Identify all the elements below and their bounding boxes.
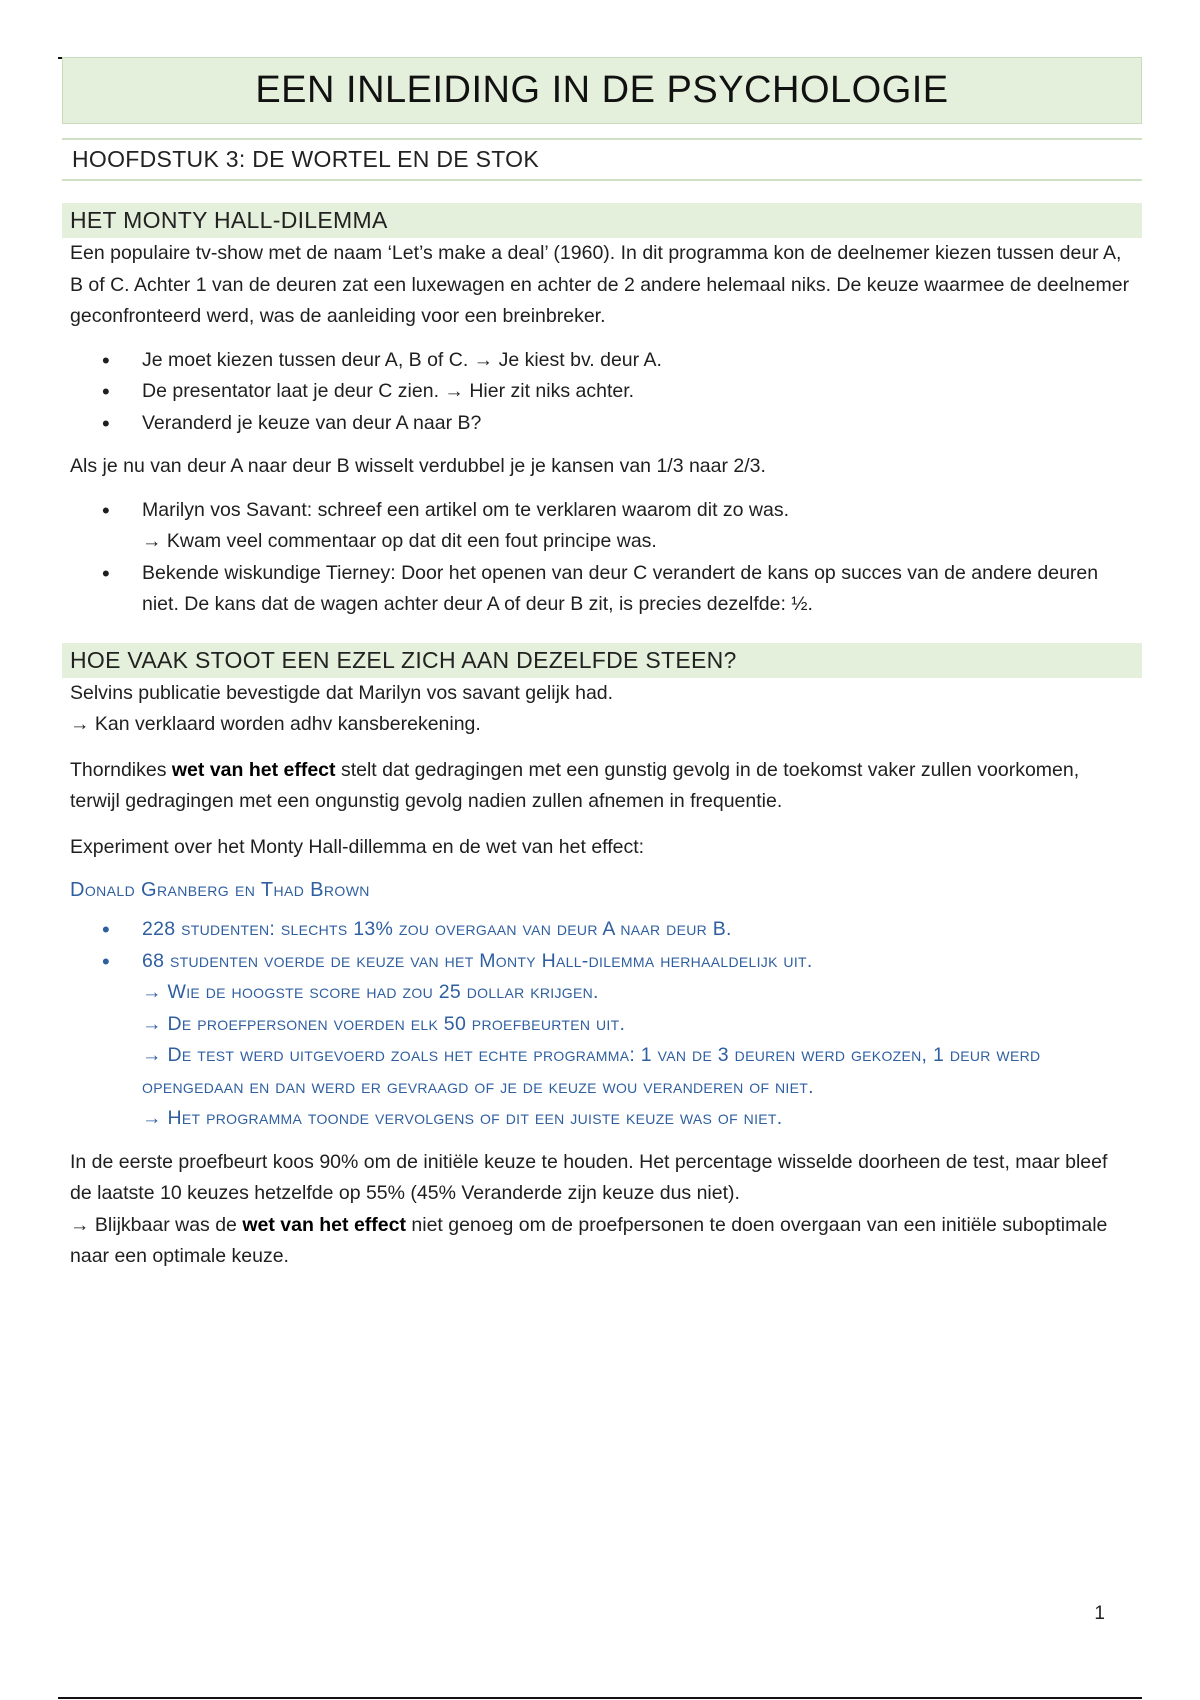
selvin-paragraph: Selvins publicatie bevestigde dat Marilyn vos savant gelijk had.	[70, 681, 614, 704]
conclusion-paragraph: → Blijkbaar was de wet van het effect niet genoeg om de proefpersonen te doen overgaan van een initiële suboptimale naar een optimale keuze.	[70, 1213, 1108, 1267]
chapter-heading: HOOFDSTUK 3: DE WORTEL EN DE STOK	[62, 138, 1142, 181]
subheading-granberg-brown: Donald Granberg en Thad Brown	[70, 879, 370, 901]
list-item: • Veranderd je keuze van deur A naar B?	[62, 408, 1142, 440]
experiment-intro: Experiment over het Monty Hall-dillemma en de wet van het effect:	[70, 835, 645, 858]
list-item: • 68 studenten voerde de keuze van het Monty Hall-dilemma herhaaldelijk uit. → Wie de hoogste score had zou 25 dollar krijgen. → De proefpersonen voerden elk 50 proefbeurten uit. → De test werd uitgevoerd zoals het echte programma: 1 van de 3 deuren werd gekozen, 1 deur werd opengedaan en dan werd er gevraagd of je de keuze wou veranderen of niet. → Het programma toonde vervolgens of dit een juiste keuze was of niet.	[62, 946, 1142, 1135]
list-item-text: Marilyn vos Savant: schreef een artikel om te verklaren waarom dit zo was.	[142, 498, 790, 521]
list-item-sub: → Kwam veel commentaar op dat dit een fout principe was.	[142, 530, 657, 552]
bottom-rule	[58, 1697, 1142, 1699]
section-heading-monty-hall: HET MONTY HALL-DILEMMA	[62, 203, 1142, 238]
document-page	[62, 57, 1142, 1273]
bullet-list-reactions	[62, 495, 1142, 621]
list-item-sub: → De test werd uitgevoerd zoals het echte programma: 1 van de 3 deuren werd gekozen, 1 deur werd opengedaan en dan werd er gevraagd of je de keuze wou veranderen of niet.	[142, 1044, 1041, 1098]
document-title: EEN INLEIDING IN DE PSYCHOLOGIE	[62, 57, 1142, 124]
bullet-list-experiment	[62, 914, 1142, 1135]
list-item: • Je moet kiezen tussen deur A, B of C. → Je kiest bv. deur A.	[62, 345, 1142, 377]
thorndike-paragraph: Thorndikes wet van het effect stelt dat gedragingen met een gunstig gevolg in de toekomst vaker zullen voorkomen, terwijl gedragingen met een ongunstig gevolg nadien zullen afnemen in frequentie.	[70, 758, 1080, 812]
odds-paragraph: Als je nu van deur A naar deur B wisselt verdubbel je je kansen van 1/3 naar 2/3.	[70, 455, 766, 477]
results-paragraph: In de eerste proefbeurt koos 90% om de initiële keuze te houden. Het percentage wisselde doorheen de test, maar bleef de laatste 10 keuzes hetzelfde op 55% (45% Veranderde zijn keuze dus niet).	[70, 1150, 1108, 1204]
page-number: 1	[1094, 1603, 1105, 1624]
list-item	[62, 495, 1142, 558]
list-item-sub: → Het programma toonde vervolgens of dit een juiste keuze was of niet.	[142, 1107, 783, 1129]
selvin-subline: → Kan verklaard worden adhv kansberekening.	[70, 713, 481, 735]
intro-paragraph: Een populaire tv-show met de naam ‘Let’s make a deal’ (1960). In dit programma kon de deelnemer kiezen tussen deur A, B of C. Achter 1 van de deuren zat een luxewagen en achter de 2 andere helemaal niks. De keuze waarmee de deelnemer geconfronteerd werd, was de aanleiding voor een breinbreker.	[70, 242, 1130, 327]
list-item-sub: → Wie de hoogste score had zou 25 dollar krijgen.	[142, 981, 599, 1003]
list-item-sub: → De proefpersonen voerden elk 50 proefbeurten uit.	[142, 1012, 626, 1035]
list-item-text: Bekende wiskundige Tierney: Door het openen van deur C verandert de kans op succes van de andere deuren niet. De kans dat de wagen achter deur A of deur B zit, is precies dezelfde: ½.	[142, 561, 1099, 615]
bold-term: wet van het effect	[171, 758, 336, 781]
bold-term: wet van het effect	[242, 1213, 406, 1236]
section-heading-ezel: HOE VAAK STOOT EEN EZEL ZICH AAN DEZELFDE STEEN?	[62, 643, 1142, 678]
list-item: • 228 studenten: slechts 13% zou overgaan van deur A naar deur B.	[62, 914, 1142, 946]
list-item: • De presentator laat je deur C zien. → Hier zit niks achter.	[62, 376, 1142, 408]
list-item	[62, 558, 1142, 621]
bullet-list-choices	[62, 345, 1142, 440]
